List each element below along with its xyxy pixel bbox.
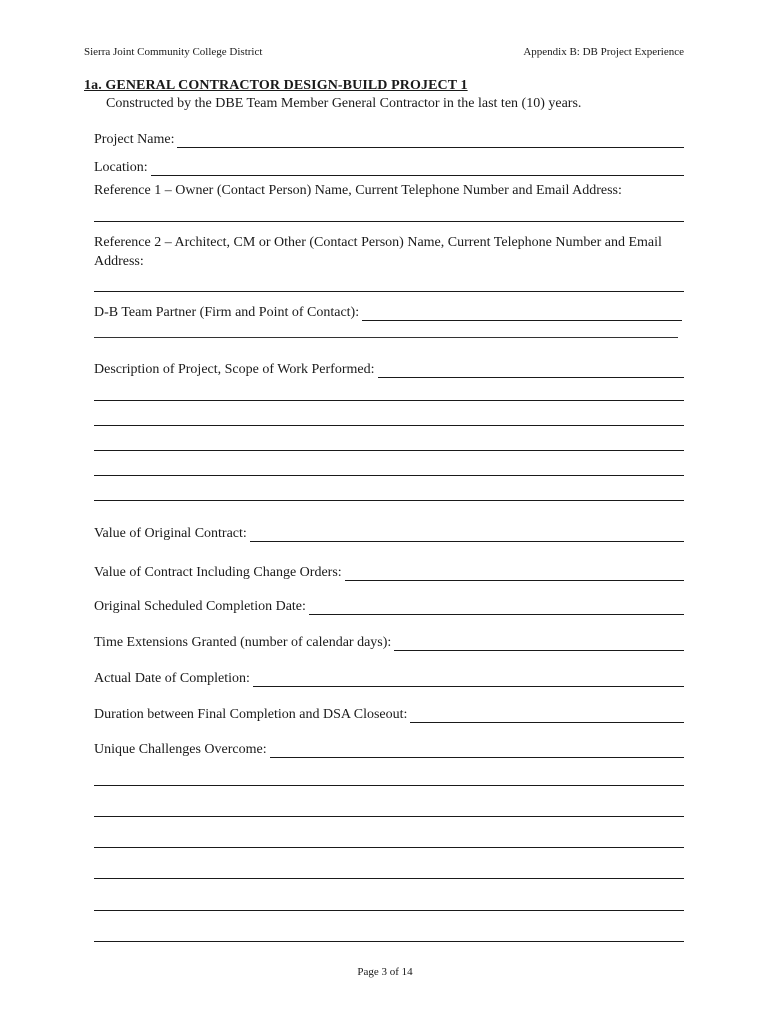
unique-challenges-line[interactable] [270,741,684,758]
section-title: 1a. GENERAL CONTRACTOR DESIGN-BUILD PROJECT 1 [84,78,468,93]
actual-completion-line[interactable] [253,670,684,687]
original-completion-label: Original Scheduled Completion Date: [94,599,306,614]
db-partner-field[interactable] [94,301,684,321]
unique-challenges-label: Unique Challenges Overcome: [94,742,267,757]
description-line-2[interactable] [94,400,684,401]
value-with-changes-field[interactable] [94,561,684,581]
unique-challenges-line-4[interactable] [94,847,684,848]
time-extensions-label: Time Extensions Granted (number of calendar days): [94,635,392,650]
original-completion-field[interactable] [94,595,684,615]
project-name-label: Project Name: [94,132,175,147]
description-label: Description of Project, Scope of Work Performed: [94,362,375,377]
reference1-label: Reference 1 – Owner (Contact Person) Name, Current Telephone Number and Email Address: [94,183,622,198]
unique-challenges-field[interactable] [94,738,684,758]
location-label: Location: [94,160,148,175]
unique-challenges-line-7[interactable] [94,941,684,942]
dsa-duration-line[interactable] [410,706,684,723]
description-line[interactable] [378,361,685,378]
db-partner-label: D-B Team Partner (Firm and Point of Contact): [94,305,360,320]
description-field[interactable] [94,358,684,378]
original-value-label: Value of Original Contract: [94,526,247,541]
section-subtitle: Constructed by the DBE Team Member General Contractor in the last ten (10) years. [106,96,582,111]
db-partner-line-2[interactable] [94,337,678,338]
location-field[interactable] [94,156,684,176]
original-value-line[interactable] [250,525,684,542]
project-name-field[interactable] [94,128,684,148]
description-line-5[interactable] [94,475,684,476]
project-name-line[interactable] [177,131,684,148]
actual-completion-field[interactable] [94,667,684,687]
page-number: Page 3 of 14 [357,966,413,978]
reference1-line[interactable] [94,221,684,222]
original-value-field[interactable] [94,522,684,542]
time-extensions-field[interactable] [94,631,684,651]
unique-challenges-line-2[interactable] [94,785,684,786]
unique-challenges-line-5[interactable] [94,878,684,879]
dsa-duration-field[interactable] [94,703,684,723]
db-partner-line[interactable] [362,304,682,321]
description-line-6[interactable] [94,500,684,501]
dsa-duration-label: Duration between Final Completion and DSA Closeout: [94,707,408,722]
original-completion-line[interactable] [309,598,684,615]
value-with-changes-label: Value of Contract Including Change Orders: [94,565,342,580]
value-with-changes-line[interactable] [345,564,684,581]
description-line-3[interactable] [94,425,684,426]
description-line-4[interactable] [94,450,684,451]
reference2-label: Reference 2 – Architect, CM or Other (Contact Person) Name, Current Telephone Number and Email Address: [94,235,662,269]
unique-challenges-line-6[interactable] [94,910,684,911]
actual-completion-label: Actual Date of Completion: [94,671,250,686]
time-extensions-line[interactable] [394,634,684,651]
header-district: Sierra Joint Community College District [84,46,263,58]
reference2-line[interactable] [94,291,684,292]
header-appendix: Appendix B: DB Project Experience [523,46,684,58]
location-line[interactable] [151,159,684,176]
unique-challenges-line-3[interactable] [94,816,684,817]
